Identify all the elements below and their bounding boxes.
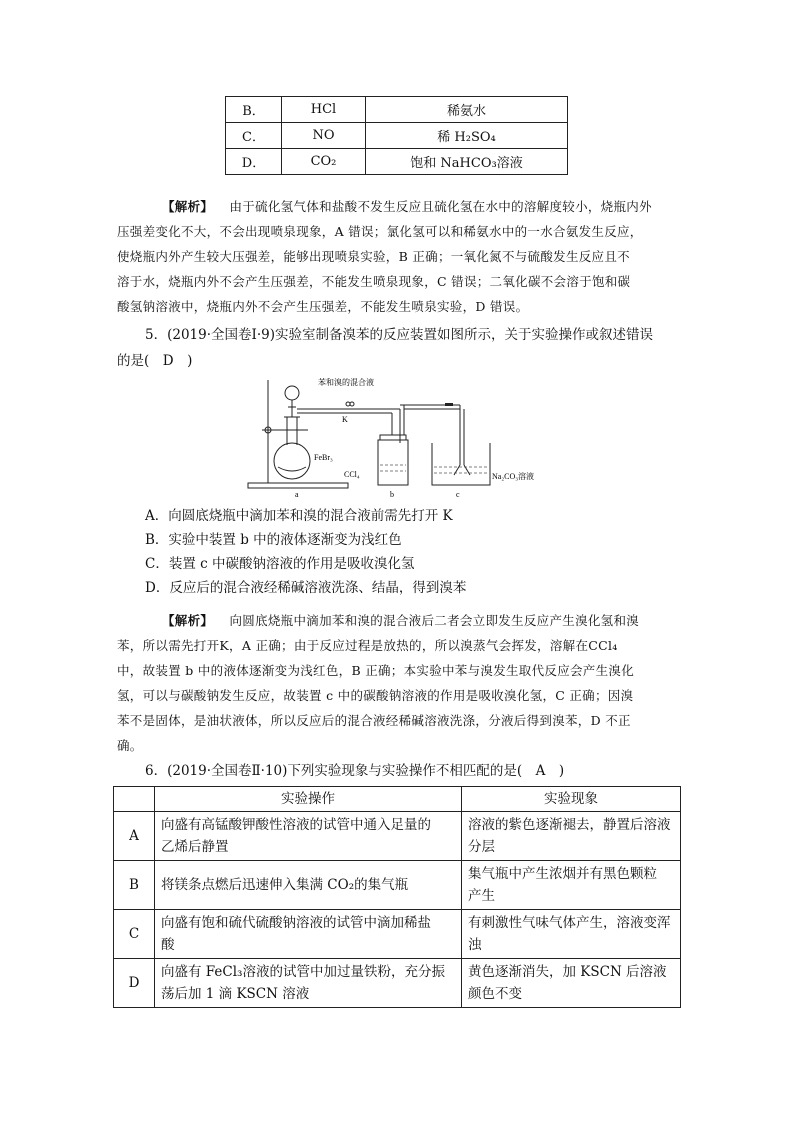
phenomenon-line: 黄色逐渐消失，加 KSCN 后溶液 — [468, 964, 667, 980]
analysis-line: 确。 — [117, 738, 143, 753]
analysis-line: 使烧瓶内外产生较大压强差，能够出现喷泉实验，B 正确；一氧化氮不与硫酸发生反应且不 — [117, 249, 630, 264]
row-label: C — [114, 910, 155, 959]
table-row — [226, 97, 568, 123]
beaker-c — [432, 443, 490, 485]
phenomenon-line: 溶液的紫色逐渐褪去，静置后溶液 — [468, 817, 671, 833]
question-5 — [117, 322, 697, 374]
row-label: C． — [226, 123, 282, 149]
row-label: D． — [226, 149, 282, 175]
question-stem: 5．(2019·全国卷Ⅰ·9)实验室制备溴苯的反应装置如图所示，关于实验操作或叙述错误 — [145, 327, 653, 343]
header-operation: 实验操作 — [155, 787, 462, 812]
liquid-cell: 稀氨水 — [366, 97, 568, 123]
bromobenzene-apparatus-diagram — [240, 375, 580, 500]
table-row — [114, 910, 681, 959]
analysis-line: 酸氢钠溶液中，烧瓶内外不会产生压强差，不能发生喷泉实验，D 错误。 — [117, 299, 529, 314]
row-label: B — [114, 861, 155, 910]
liquid-cell: 饱和 NaHCO₃溶液 — [366, 149, 568, 175]
question-stem: 的是( D ) — [117, 353, 193, 369]
analysis-line: 苯，所以需先打开K，A 正确；由于反应过程是放热的，所以溴蒸气会挥发，溶解在CCl₄ — [117, 638, 618, 653]
a-label: a — [295, 490, 299, 499]
phenomenon-line: 集气瓶中产生浓烟并有黑色颗粒 — [468, 866, 657, 882]
table-row — [226, 123, 568, 149]
operation-line: 乙烯后静置 — [161, 839, 229, 855]
phenomenon-line: 分层 — [468, 839, 495, 855]
analysis-line: 向圆底烧瓶中滴加苯和溴的混合液后二者会立即发生反应产生溴化氢和溴 — [229, 613, 640, 628]
mix-label: 苯和溴的混合液 — [318, 378, 374, 387]
febr3-label: FeBr₃ — [314, 453, 333, 462]
option-a: A．向圆底烧瓶中滴加苯和溴的混合液前需先打开 K — [145, 508, 453, 524]
row-label: A — [114, 812, 155, 861]
phenomenon-line: 颜色不变 — [468, 986, 522, 1002]
gas-cell: HCl — [282, 97, 366, 123]
bottle-b — [378, 440, 408, 485]
k-label: K — [342, 415, 348, 424]
analysis-1 — [117, 194, 697, 319]
table-row — [226, 149, 568, 175]
operation-line: 酸 — [161, 937, 175, 953]
gas-liquid-table — [225, 96, 568, 175]
option-c: C．装置 c 中碳酸钠溶液的作用是吸收溴化氢 — [145, 556, 415, 572]
question-6-stem: 6．(2019·全国卷Ⅱ·10)下列实验现象与实验操作不相匹配的是( A ) — [145, 763, 565, 779]
liquid-cell: 稀 H₂SO₄ — [366, 123, 568, 149]
analysis-line: 压强差变化不大，不会出现喷泉现象，A 错误；氯化氢可以和稀氨水中的一水合氨发生反应， — [117, 224, 643, 239]
option-b: B．实验中装置 b 中的液体逐渐变为浅红色 — [145, 532, 402, 548]
question-5-options — [145, 504, 685, 600]
analysis-line: 氢，可以与碳酸钠发生反应，故装置 c 中的碳酸钠溶液的作用是吸收溴化氢，C 正确；因溴 — [117, 688, 634, 703]
analysis-line: 溶于水，烧瓶内外不会产生压强差，不能发生喷泉现象，C 错误；二氧化碳不会溶于饱和碳 — [117, 274, 631, 289]
dropping-funnel — [285, 386, 299, 400]
phenomenon-line: 有刺激性气味气体产生，溶液变浑 — [468, 915, 671, 931]
c-label: c — [456, 490, 460, 499]
operation-line: 向盛有高锰酸钾酸性溶液的试管中通入足量的 — [161, 817, 431, 833]
table-row — [114, 861, 681, 910]
operation-line: 将镁条点燃后迅速伸入集满 CO₂的集气瓶 — [161, 877, 409, 893]
gas-cell: CO₂ — [282, 149, 366, 175]
row-label: D — [114, 959, 155, 1008]
b-label: b — [390, 490, 394, 499]
phenomenon-line: 浊 — [468, 937, 482, 953]
table-row — [114, 959, 681, 1008]
analysis-2 — [117, 608, 697, 758]
gas-cell: NO — [282, 123, 366, 149]
analysis-line: 苯不是固体，是油状液体，所以反应后的混合液经稀碱溶液洗涤，分液后得到溴苯，D 不正 — [117, 713, 631, 728]
analysis-line: 中，故装置 b 中的液体逐渐变为浅红色，B 正确；本实验中苯与溴发生取代反应会产生溴化 — [117, 663, 635, 678]
header-phenomenon: 实验现象 — [462, 787, 681, 812]
phenomenon-line: 产生 — [468, 888, 495, 904]
table-header-row — [114, 787, 681, 812]
operation-line: 荡后加 1 滴 KSCN 溶液 — [161, 986, 310, 1002]
operation-line: 向盛有 FeCl₃溶液的试管中加过量铁粉，充分振 — [161, 964, 445, 980]
analysis-tag: 【解析】 — [162, 199, 214, 214]
stand-base — [248, 483, 348, 488]
analysis-tag: 【解析】 — [162, 613, 214, 628]
operation-line: 向盛有饱和硫代硫酸钠溶液的试管中滴加稀盐 — [161, 915, 431, 931]
ccl4-label: CCl₄ — [344, 470, 360, 479]
analysis-line: 由于硫化氢气体和盐酸不发生反应且硫化氢在水中的溶解度较小，烧瓶内外 — [229, 199, 652, 214]
experiment-table — [113, 786, 681, 1008]
k-valve — [346, 402, 350, 406]
na2co3-label: Na₂CO₃溶液 — [492, 472, 535, 481]
round-bottom-flask — [274, 443, 310, 479]
row-label: B． — [226, 97, 282, 123]
table-row — [114, 812, 681, 861]
option-d: D．反应后的混合液经稀碱溶液洗涤、结晶，得到溴苯 — [145, 580, 467, 596]
